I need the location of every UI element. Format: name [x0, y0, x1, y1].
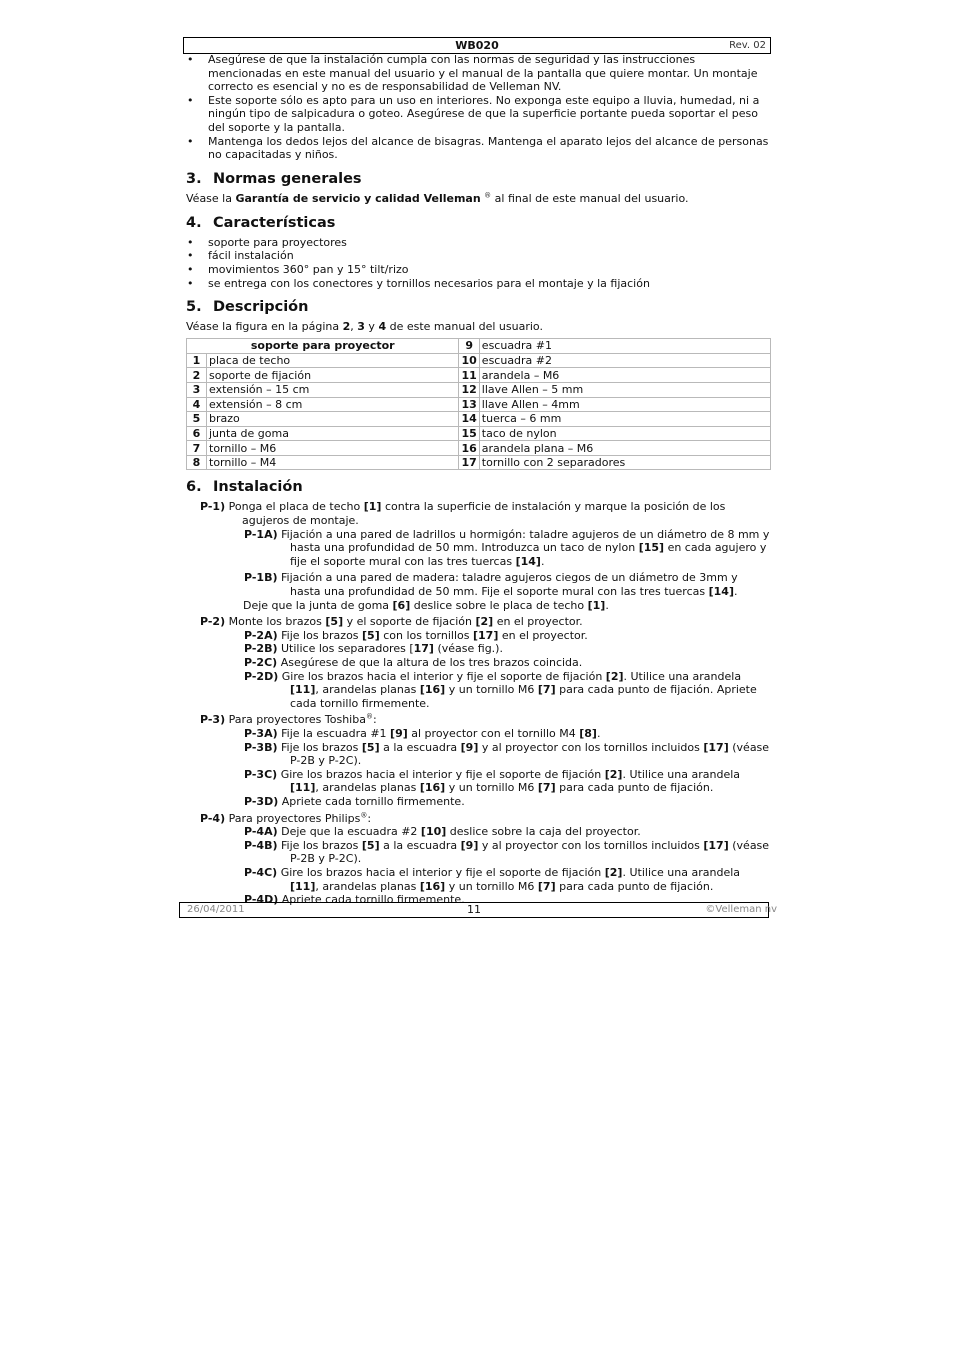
step-bold-text: [14]: [708, 585, 734, 599]
part-number-cell: 5: [187, 412, 207, 427]
step-bold-text: [16]: [419, 683, 446, 697]
step-text: Gire los brazos hacia el interior y fije el soporte de fijación: [277, 767, 605, 781]
step-bold-text: [9]: [390, 726, 408, 740]
table-row: [187, 339, 771, 354]
step-text: :: [372, 713, 377, 727]
page-footer: [179, 902, 777, 918]
step-text: y al proyector con los tornillos incluidos: [478, 740, 704, 754]
part-number-cell: 14: [459, 412, 479, 427]
step-text: Ponga el placa de techo: [225, 500, 364, 514]
footer-copyright: ©Velleman nv: [705, 904, 777, 915]
step-bold-text: [15]: [638, 541, 665, 555]
installation-step: [186, 629, 771, 643]
part-name-cell: extensión – 15 cm: [207, 382, 459, 397]
part-number-cell: 3: [187, 382, 207, 397]
features-list: [186, 236, 771, 290]
step-text: . Utilice una arandela: [623, 669, 742, 683]
step-bold-text: [11]: [290, 683, 316, 697]
list-item: [186, 53, 771, 94]
part-number-cell: 10: [459, 353, 479, 368]
part-number-cell: 6: [187, 426, 207, 441]
step-text: a la escuadra: [379, 838, 461, 852]
list-item: [186, 249, 771, 263]
paragraph-text: y: [364, 320, 379, 334]
part-number-cell: 12: [459, 382, 479, 397]
bullet-icon: •: [187, 262, 194, 276]
step-text: .: [596, 726, 601, 740]
safety-list: [186, 53, 771, 162]
list-item-text: se entrega con los conectores y tornillos necesarios para el montaje y la fijación: [208, 276, 650, 290]
section-heading-instalacion: [186, 479, 771, 496]
part-name-cell: tornillo con 2 separadores: [479, 455, 770, 470]
installation-step: [186, 825, 771, 839]
step-text: contra la superficie de instalación y marque la posición de los agujeros de montaje.: [242, 500, 726, 528]
step-text: en el proyector.: [498, 628, 588, 642]
step-bold-text: [2]: [605, 669, 624, 683]
step-bold-text: P-2C): [244, 656, 278, 669]
step-text: para cada punto de fijación. Apriete cada tornillo firmemente.: [290, 683, 757, 710]
table-header-cell: soporte para proyector: [187, 339, 459, 354]
part-name-cell: junta de goma: [207, 426, 459, 441]
footer-date: 26/04/2011: [187, 904, 245, 915]
step-text: Apriete cada tornillo firmemente.: [278, 893, 465, 907]
step-text: , arandelas planas: [315, 781, 420, 795]
list-item: [186, 263, 771, 277]
part-name-cell: llave Allen – 5 mm: [479, 382, 770, 397]
installation-step: [186, 839, 771, 866]
page-content: [186, 53, 771, 907]
bullet-icon: •: [187, 53, 194, 66]
installation-step: [186, 812, 771, 826]
step-text: Apriete cada tornillo firmemente.: [278, 794, 465, 808]
bullet-icon: •: [187, 235, 194, 249]
part-number-cell: 4: [187, 397, 207, 412]
step-text: deslice sobre le placa de techo: [410, 598, 588, 612]
bullet-icon: •: [187, 249, 194, 263]
step-text: en el proyector.: [493, 615, 583, 629]
step-text: y un tornillo M6: [445, 781, 538, 795]
section-number: 3.: [186, 170, 202, 187]
installation-step: [186, 642, 771, 656]
step-bold-text: [5]: [362, 628, 380, 642]
step-bold-text: [10]: [420, 825, 447, 839]
section-heading-caracteristicas: [186, 215, 771, 232]
step-bold-text: P-4): [200, 811, 226, 825]
registered-mark: ®: [360, 810, 368, 819]
step-text: Monte los brazos: [225, 615, 326, 629]
figure-reference: [186, 320, 771, 334]
step-bold-text: [6]: [392, 598, 411, 612]
table-row: [187, 455, 771, 470]
step-text: , arandelas planas: [315, 879, 420, 893]
step-text: .: [733, 585, 738, 599]
bullet-icon: •: [187, 276, 194, 290]
step-bold-text: P-2D): [244, 669, 279, 683]
section-number: 6.: [186, 479, 202, 496]
step-bold-text: P-1): [200, 500, 226, 514]
step-bold-text: [5]: [361, 838, 380, 852]
paragraph-text: Véase la figura en la página: [186, 320, 343, 334]
step-bold-text: P-4A): [244, 825, 278, 839]
part-name-cell: soporte de fijación: [207, 368, 459, 383]
step-text: (véase P-2B y P-2C).: [290, 740, 770, 768]
step-bold-text: P-3C): [244, 767, 278, 781]
installation-step: [186, 615, 771, 629]
step-text: .: [605, 598, 609, 612]
part-name-cell: tornillo – M4: [207, 455, 459, 470]
step-bold-text: P-2A): [244, 628, 278, 642]
installation-step: [186, 528, 771, 569]
step-bold-text: [17]: [703, 838, 729, 852]
list-item-text: soporte para proyectores: [208, 235, 347, 249]
step-text: Fije la escuadra #1: [277, 726, 391, 740]
part-number-cell: 9: [459, 339, 479, 354]
paragraph-text: Véase la: [186, 191, 236, 205]
installation-step: [186, 795, 771, 809]
step-text: Para proyectores Philips: [225, 811, 361, 825]
section-heading-descripcion: [186, 299, 771, 316]
step-bold-text: P-3A): [244, 726, 278, 740]
step-bold-text: [16]: [419, 781, 446, 795]
step-bold-text: [1]: [587, 598, 606, 612]
step-bold-text: [2]: [604, 767, 623, 781]
section-title: Instalación: [213, 479, 303, 496]
step-bold-text: [2]: [475, 615, 494, 629]
step-text: y el soporte de fijación: [343, 615, 476, 629]
warranty-paragraph: [186, 192, 771, 206]
step-bold-text: [11]: [290, 879, 316, 893]
installation-steps: [186, 500, 771, 906]
step-text: y un tornillo M6: [445, 879, 538, 893]
table-row: [187, 397, 771, 412]
part-number-cell: 13: [459, 397, 479, 412]
step-text: a la escuadra: [379, 740, 461, 754]
step-bold-text: P-3): [200, 713, 226, 727]
list-item-text: Mantenga los dedos lejos del alcance de bisagras. Mantenga el aparato lejos del alcance de personas no capacitadas y niños.: [208, 134, 769, 162]
table-row: [187, 412, 771, 427]
step-bold-text: P-4D): [244, 893, 279, 907]
step-text: y un tornillo M6: [445, 683, 538, 697]
table-row: [187, 441, 771, 456]
table-row: [187, 353, 771, 368]
list-item: [186, 94, 771, 135]
step-text: (véase P-2B y P-2C).: [290, 838, 770, 866]
step-text: Fijación a una pared de ladrillos u hormigón: taladre agujeros de un diámetro de 8 mm y hasta una profundidad de 50 mm. Introduzca un taco de nylon: [277, 527, 770, 555]
paragraph-text: ,: [350, 320, 358, 334]
step-bold-text: [5]: [361, 740, 380, 754]
part-name-cell: arandela – M6: [479, 368, 770, 383]
step-bold-text: [7]: [537, 879, 556, 893]
part-number-cell: 11: [459, 368, 479, 383]
step-text: en cada agujero y fije el soporte mural con las tres tuercas: [290, 541, 767, 568]
page-ref: 4: [378, 320, 387, 334]
section-title: Características: [213, 214, 336, 231]
installation-step: [186, 713, 771, 727]
step-bold-text: [9]: [460, 838, 479, 852]
step-bold-text: P-2B): [244, 642, 278, 656]
page-header: [183, 37, 771, 54]
step-text: Fije los brazos: [277, 740, 362, 754]
step-text: para cada punto de fijación.: [555, 781, 714, 795]
installation-step: [186, 571, 771, 598]
step-bold-text: [7]: [537, 683, 556, 697]
table-row: [187, 426, 771, 441]
page-ref: 2: [342, 320, 351, 334]
paragraph-text: de este manual del usuario.: [386, 320, 543, 334]
section-title: Normas generales: [213, 170, 362, 187]
bullet-icon: •: [187, 134, 194, 148]
step-bold-text: [17]: [472, 628, 499, 642]
list-item: [186, 236, 771, 250]
registered-mark: ®: [365, 712, 373, 721]
section-number: 5.: [186, 299, 202, 316]
installation-step: [186, 500, 771, 527]
part-number-cell: 15: [459, 426, 479, 441]
list-item: [186, 135, 771, 162]
step-bold-text: P-1B): [244, 571, 278, 585]
list-item-text: movimientos 360° pan y 15° tilt/rizo: [208, 262, 409, 276]
parts-table-body: [187, 339, 771, 470]
step-bold-text: P-4C): [244, 865, 278, 879]
parts-table: [186, 338, 771, 470]
part-name-cell: brazo: [207, 412, 459, 427]
part-name-cell: arandela plana – M6: [479, 441, 770, 456]
step-bold-text: [1]: [363, 500, 382, 514]
step-bold-text: [16]: [419, 879, 446, 893]
step-text: y al proyector con los tornillos incluidos: [478, 838, 704, 852]
page-ref: 3: [357, 320, 365, 334]
part-name-cell: taco de nylon: [479, 426, 770, 441]
part-number-cell: 16: [459, 441, 479, 456]
installation-step: [186, 741, 771, 768]
part-number-cell: 17: [459, 455, 479, 470]
list-item-text: Este soporte sólo es apto para un uso en interiores. No exponga este equipo a lluvia, humedad, ni a ningún tipo de salpicadura o goteo. Asegúrese de que la superficie portante pueda soportar el peso del soporte y la pantalla.: [208, 93, 760, 134]
step-text: .: [540, 554, 545, 568]
step-bold-text: [17]: [703, 740, 729, 754]
step-bold-text: [2]: [604, 865, 623, 879]
section-heading-normas: [186, 171, 771, 188]
part-name-cell: tuerca – 6 mm: [479, 412, 770, 427]
step-text: . Utilice una arandela: [622, 767, 741, 781]
step-text: , arandelas planas: [315, 683, 420, 697]
step-bold-text: [14]: [515, 554, 541, 568]
page-number: 11: [467, 903, 481, 916]
part-name-cell: escuadra #2: [479, 353, 770, 368]
part-number-cell: 8: [187, 455, 207, 470]
step-bold-text: [11]: [290, 781, 316, 795]
list-item-text: Asegúrese de que la instalación cumpla con las normas de seguridad y las instrucciones mencionadas en este manual del usuario y el manual de la pantalla que quiere montar. Un montaje correcto es esencial y no es de responsabilidad de Velleman NV.: [208, 53, 758, 94]
part-name-cell: extensión – 8 cm: [207, 397, 459, 412]
installation-step: [186, 599, 771, 613]
step-bold-text: [7]: [537, 781, 556, 795]
step-bold-text: P-3D): [244, 794, 279, 808]
installation-step: [186, 727, 771, 741]
step-text: Fije los brazos: [277, 838, 362, 852]
bullet-icon: •: [187, 93, 194, 107]
installation-step: [186, 768, 771, 795]
list-item: [186, 277, 771, 291]
step-text: Para proyectores Toshiba: [225, 713, 366, 727]
step-text: con los tornillos: [379, 628, 473, 642]
step-bold-text: P-1A): [244, 527, 278, 541]
paragraph-text: al final de este manual del usuario.: [491, 191, 689, 205]
revision-label: Rev. 02: [729, 40, 766, 51]
step-text: :: [367, 811, 372, 825]
step-text: Fije los brazos: [277, 628, 363, 642]
step-text: al proyector con el tornillo M4: [407, 726, 580, 740]
step-bold-text: P-2): [200, 615, 226, 629]
step-bold-text: 17]: [413, 642, 434, 656]
step-text: Deje que la junta de goma: [243, 598, 393, 612]
registered-mark: ®: [484, 191, 492, 200]
part-number-cell: 7: [187, 441, 207, 456]
part-name-cell: placa de techo: [207, 353, 459, 368]
step-text: Deje que la escuadra #2: [277, 825, 421, 839]
table-row: [187, 382, 771, 397]
step-text: para cada punto de fijación.: [555, 879, 714, 893]
step-text: Asegúrese de que la altura de los tres brazos coincida.: [277, 656, 583, 669]
step-text: (véase fig.).: [433, 642, 503, 656]
installation-step: [186, 670, 771, 711]
installation-step: [186, 866, 771, 893]
step-bold-text: [9]: [460, 740, 479, 754]
part-number-cell: 2: [187, 368, 207, 383]
section-title: Descripción: [213, 299, 309, 316]
step-text: Fijación a una pared de madera: taladre agujeros ciegos de un diámetro de 3mm y hasta una profundidad de 50 mm. Fije el soporte mural con las tres tuercas: [277, 571, 738, 599]
step-text: Gire los brazos hacia el interior y fije el soporte de fijación: [278, 669, 606, 683]
step-text: deslice sobre la caja del proyector.: [446, 825, 641, 839]
step-text: Gire los brazos hacia el interior y fije el soporte de fijación: [277, 865, 605, 879]
step-text: . Utilice una arandela: [622, 865, 741, 879]
step-bold-text: [8]: [579, 726, 597, 740]
step-bold-text: [5]: [325, 615, 344, 629]
part-number-cell: 1: [187, 353, 207, 368]
step-text: Utilice los separadores [: [277, 642, 414, 656]
model-number: WB020: [455, 39, 499, 52]
list-item-text: fácil instalación: [208, 249, 294, 263]
part-name-cell: escuadra #1: [479, 339, 770, 354]
step-bold-text: P-4B): [244, 838, 278, 852]
section-number: 4.: [186, 214, 202, 231]
part-name-cell: tornillo – M6: [207, 441, 459, 456]
step-bold-text: P-3B): [244, 740, 278, 754]
table-row: [187, 368, 771, 383]
part-name-cell: llave Allen – 4mm: [479, 397, 770, 412]
warranty-name: Garantía de servicio y calidad Velleman: [235, 191, 481, 205]
installation-step: [186, 656, 771, 670]
